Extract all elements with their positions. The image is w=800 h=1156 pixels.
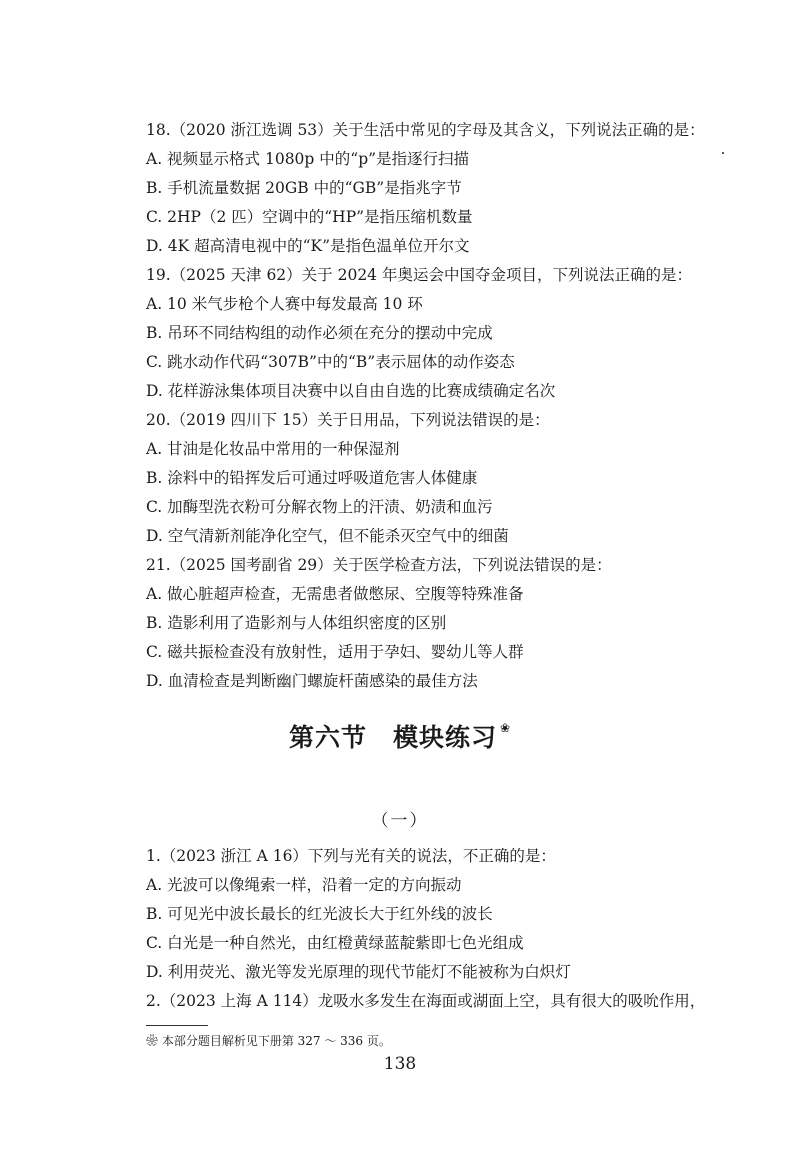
question-20-stem: 20.（2019 四川下 15）关于日用品，下列说法错误的是： [146,411,550,429]
question-21-stem: 21.（2025 国考副省 29）关于医学检查方法，下列说法错误的是： [146,556,612,574]
subsection-heading: （一） [371,811,429,831]
question-20-option-a: A. 甘油是化妆品中常用的一种保湿剂 [146,440,400,458]
question-19-option-c: C. 跳水动作代码“307B”中的“B”表示屈体的动作姿态 [146,353,515,371]
question-19-option-b: B. 吊环不同结构组的动作必须在充分的摆动中完成 [146,324,493,342]
question-21-option-d: D. 血清检查是判断幽门螺旋杆菌感染的最佳方法 [146,672,478,690]
question-1-stem: 1.（2023 浙江 A 16）下列与光有关的说法，不正确的是： [146,847,556,865]
question-19-option-d: D. 花样游泳集体项目决赛中以自由自选的比赛成绩确定名次 [146,382,556,400]
question-18-option-c: C. 2HP（2 匹）空调中的“HP”是指压缩机数量 [146,208,473,226]
question-21-option-a: A. 做心脏超声检查，无需患者做憋尿、空腹等特殊准备 [146,585,524,603]
question-2-stem: 2.（2023 上海 A 114）龙吸水多发生在海面或湖面上空，具有很大的吸吮作用， [146,992,706,1010]
question-20-option-c: C. 加酶型洗衣粉可分解衣物上的汗渍、奶渍和血污 [146,498,493,516]
question-20-option-b: B. 涂料中的铅挥发后可通过呼吸道危害人体健康 [146,469,478,487]
page-number: 138 [383,1054,417,1074]
question-18-option-d: D. 4K 超高清电视中的“K”是指色温单位开尔文 [146,237,470,255]
question-20-option-d: D. 空气清新剂能净化空气，但不能杀灭空气中的细菌 [146,527,509,545]
question-19-stem: 19.（2025 天津 62）关于 2024 年奥运会中国夺金项目，下列说法正确的是： [146,266,692,284]
question-18-option-a: A. 视频显示格式 1080p 中的“p”是指逐行扫描 [146,150,470,168]
footnote-marker-icon: ❀ [499,721,512,735]
footnote-divider [146,1025,208,1026]
question-1-option-b: B. 可见光中波长最长的红光波长大于红外线的波长 [146,905,493,923]
question-1-option-d: D. 利用荧光、激光等发光原理的现代节能灯不能被称为白炽灯 [146,963,571,981]
question-19-option-a: A. 10 米气步枪个人赛中每发最高 10 环 [146,295,423,313]
question-1-option-c: C. 白光是一种自然光，由红橙黄绿蓝靛紫即七色光组成 [146,934,524,952]
question-1-option-a: A. 光波可以像绳索一样，沿着一定的方向振动 [146,876,462,894]
footnote: ❀ 本部分题目解析见下册第 327 ～ 336 页。 [146,1034,391,1048]
question-21-option-c: C. 磁共振检查没有放射性，适用于孕妇、婴幼儿等人群 [146,643,524,661]
question-18-option-b: B. 手机流量数据 20GB 中的“GB”是指兆字节 [146,179,462,197]
section-number: 第六节 [288,723,367,752]
section-name: 模块练习 [392,723,497,752]
question-21-option-b: B. 造影利用了造影剂与人体组织密度的区别 [146,614,447,632]
question-18-stem: 18.（2020 浙江选调 53）关于生活中常见的字母及其含义，下列说法正确的是： [146,121,705,139]
section-title [0,718,800,754]
